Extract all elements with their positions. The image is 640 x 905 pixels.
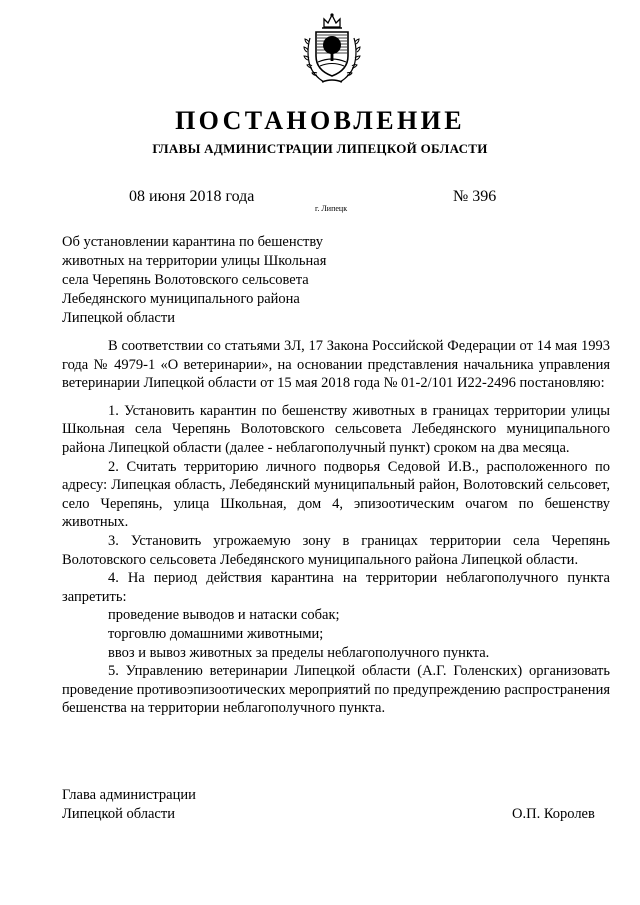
subject-line: животных на территории улицы Школьная bbox=[62, 253, 327, 269]
signatory-name: О.П. Королев bbox=[512, 806, 595, 822]
preamble-paragraph: В соответствии со статьями 3Л, 17 Закона Российской Федерации от 14 мая 1993 года № 4979-1 «О ветеринарии», на основании представления начальника управления ветеринарии Липецкой области от 15 мая 2018 года № 01-2/101 И22-2496 постановляю: bbox=[62, 338, 610, 392]
prohibition-list-item: торговлю домашними животными; bbox=[108, 625, 324, 642]
item-1-paragraph: 1. Установить карантин по бешенству животных в границах территории улицы Школьная села Черепянь Волотовского сельсовета Лебедянского муниципального района Липецкой области (далее - неблагополучный пункт) сроком на два месяца. bbox=[62, 402, 610, 456]
coat-of-arms-icon bbox=[302, 12, 362, 86]
subject-line: Лебедянского муниципального района bbox=[62, 291, 300, 307]
document-subject bbox=[62, 233, 326, 328]
document-date: 08 июня 2018 года bbox=[129, 188, 255, 205]
document-number: № 396 bbox=[453, 188, 497, 205]
document-body bbox=[62, 337, 610, 718]
item-3-paragraph: 3. Установить угрожаемую зону в границах территории села Черепянь Волотовского сельсовета Лебедянского муниципального района Липецкой области. bbox=[62, 532, 610, 568]
document-subtitle: ГЛАВЫ АДМИНИСТРАЦИИ ЛИПЕЦКОЙ ОБЛАСТИ bbox=[152, 141, 488, 156]
signatory-position bbox=[62, 786, 196, 824]
signatory-position-line: Липецкой области bbox=[62, 806, 175, 822]
document-city: г. Липецк bbox=[315, 204, 348, 213]
subject-line: села Черепянь Волотовского сельсовета bbox=[62, 272, 309, 288]
subject-line: Липецкой области bbox=[62, 310, 175, 326]
prohibition-list-item: проведение выводов и натаски собак; bbox=[108, 607, 340, 624]
signatory-position-line: Глава администрации bbox=[62, 787, 196, 803]
item-4-paragraph: 4. На период действия карантина на территории неблагополучного пункта запретить: bbox=[62, 570, 610, 605]
subject-line: Об установлении карантина по бешенству bbox=[62, 234, 323, 250]
item-5-paragraph: 5. Управлению ветеринарии Липецкой области (А.Г. Голенских) организовать проведение противоэпизоотических мероприятий по предупреждению распространения бешенства на территории неблагополучного пункта. bbox=[62, 663, 610, 717]
prohibition-list-item: ввоз и вывоз животных за пределы неблагополучного пункта. bbox=[108, 644, 490, 661]
item-2-paragraph: 2. Считать территорию личного подворья Седовой И.В., расположенного по адресу: Липецкая область, Лебедянский муниципальный район, Волотовский сельсовет, село Черепянь, улица Школьная, дом 4, эпизоотическим очагом по бешенству животных. bbox=[62, 458, 610, 531]
document-title: ПОСТАНОВЛЕНИЕ bbox=[175, 106, 465, 135]
